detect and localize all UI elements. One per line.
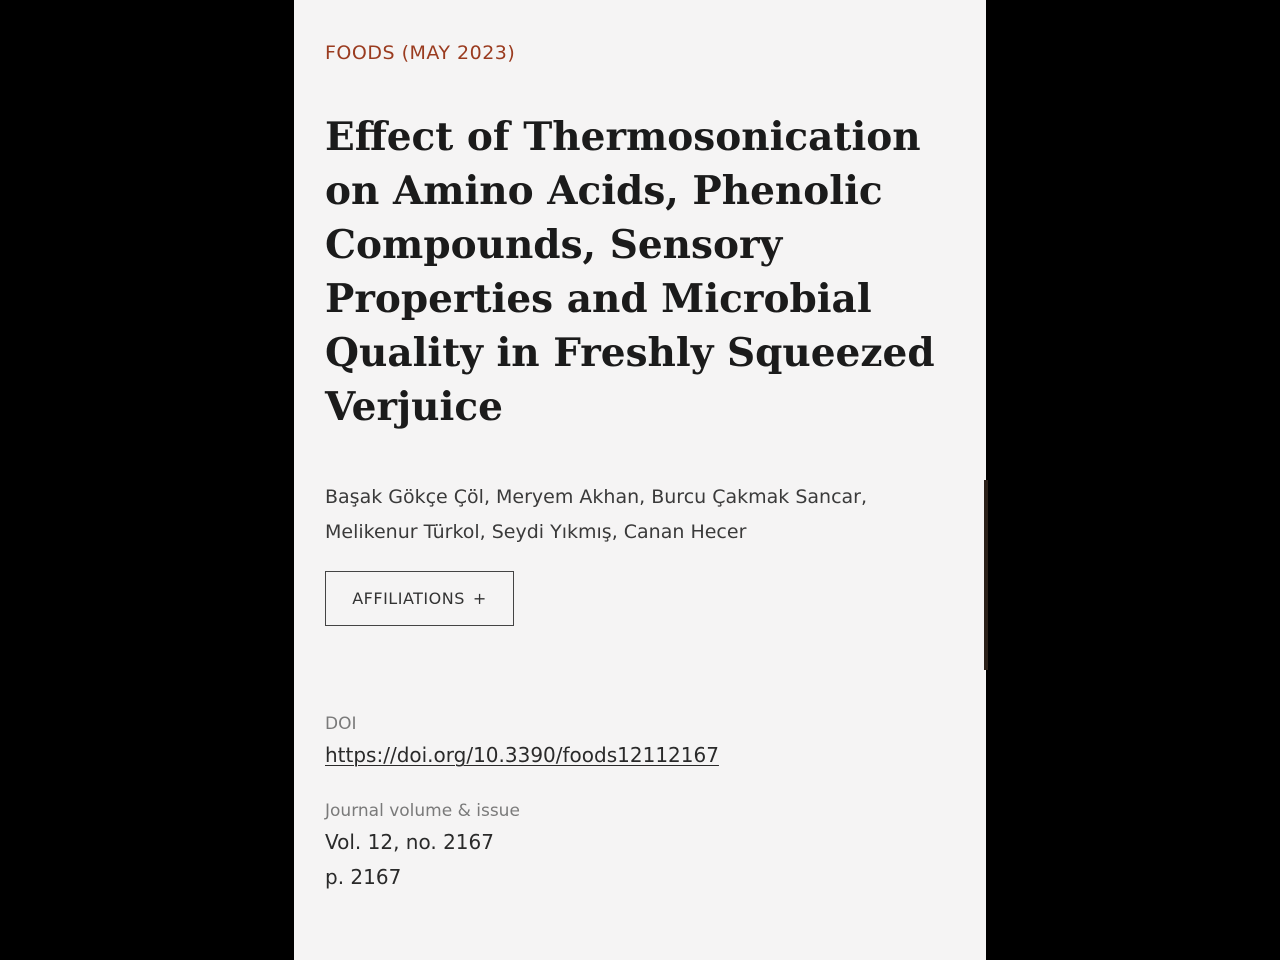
author-line-1: Başak Gökçe Çöl, Meryem Akhan, Burcu Çakmak Sancar, <box>325 486 868 508</box>
plus-icon: + <box>472 589 487 608</box>
doi-link[interactable]: https://doi.org/10.3390/foods12112167 <box>325 743 719 767</box>
volume-issue-label: Journal volume & issue <box>325 801 520 821</box>
volume-issue-value: Vol. 12, no. 2167 <box>325 830 494 854</box>
journal-label: FOODS (MAY 2023) <box>325 42 516 64</box>
article-page <box>294 0 986 960</box>
affiliations-button[interactable] <box>325 571 514 626</box>
article-title: Effect of Thermosonication on Amino Acids, Phenolic Compounds, Sensory Properties and Microbial Quality in Freshly Squeezed Verjuice <box>325 114 935 430</box>
page-number-value: p. 2167 <box>325 865 402 889</box>
doi-label: DOI <box>325 714 357 734</box>
author-list <box>325 480 925 550</box>
affiliations-button-label: AFFILIATIONS <box>352 589 465 608</box>
page-edge-divider <box>984 480 988 670</box>
author-line-2: Melikenur Türkol, Seydi Yıkmış, Canan Hecer <box>325 521 747 543</box>
